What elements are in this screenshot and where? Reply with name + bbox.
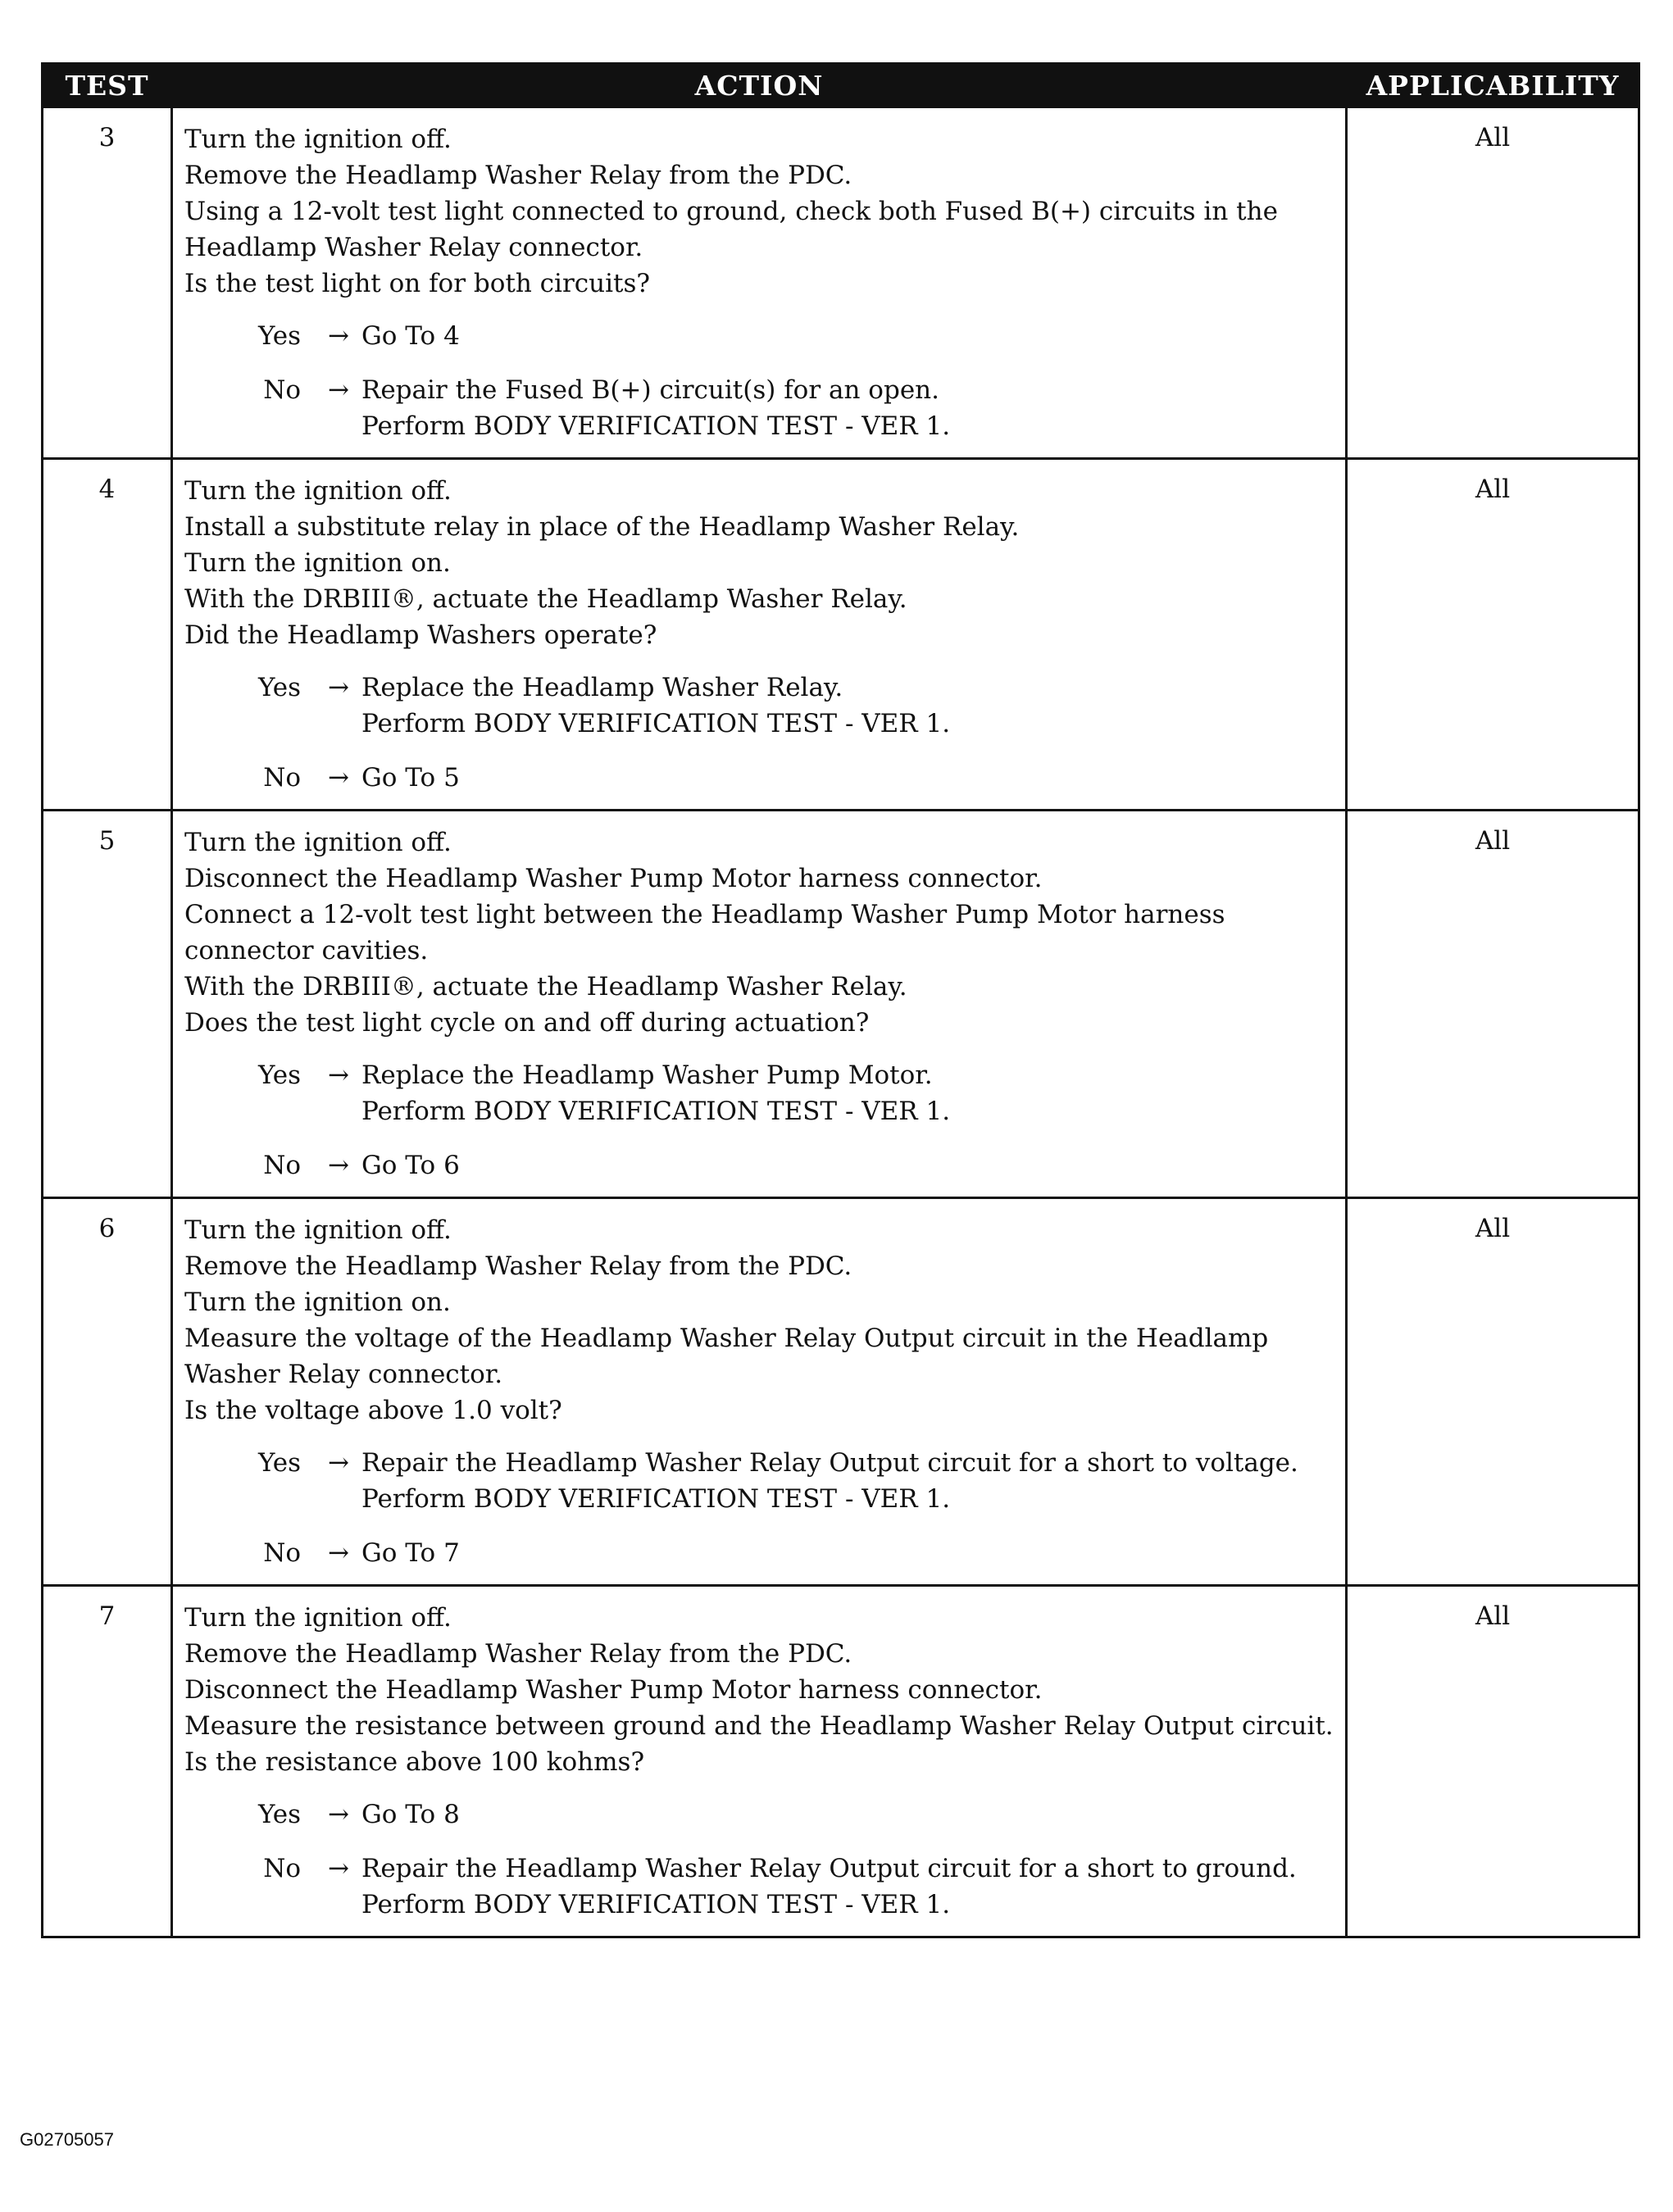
action-step: Turn the ignition off. xyxy=(184,828,452,857)
arrow-right-icon: → xyxy=(328,763,349,793)
header-applicability: APPLICABILITY xyxy=(1347,64,1639,107)
figure-id: G02705057 xyxy=(20,2129,114,2150)
action-step: Using a 12-volt test light connected to ground, check both Fused B(+) circuits in the Headlamp Washer Relay connector. xyxy=(184,197,1278,262)
table-header-row xyxy=(43,64,1639,107)
outcome-line: Repair the Headlamp Washer Relay Output circuit for a short to ground. xyxy=(361,1854,1297,1883)
action-step: Turn the ignition on. xyxy=(184,1288,451,1317)
action-cell xyxy=(172,459,1347,811)
action-step: Does the test light cycle on and off during actuation? xyxy=(184,1008,870,1038)
outcome-text xyxy=(361,1147,1335,1183)
arrow-right-icon: → xyxy=(328,1538,349,1568)
outcome-line: Go To 7 xyxy=(361,1538,460,1568)
action-step: Disconnect the Headlamp Washer Pump Motor harness connector. xyxy=(184,864,1043,893)
outcome-yes xyxy=(184,318,1335,354)
action-cell xyxy=(172,107,1347,459)
outcome-list xyxy=(184,670,1335,796)
action-cell xyxy=(172,1586,1347,1937)
action-steps xyxy=(184,121,1335,302)
outcome-no xyxy=(184,1147,1335,1183)
outcome-result: No xyxy=(263,763,301,793)
action-step: Turn the ignition off. xyxy=(184,125,452,154)
applicability-cell: All xyxy=(1347,107,1639,459)
arrow-right-icon: → xyxy=(328,321,349,351)
test-number: 3 xyxy=(43,107,172,459)
arrow-right-icon: → xyxy=(328,673,349,702)
table-row xyxy=(43,1586,1639,1937)
arrow-right-icon: → xyxy=(328,1800,349,1829)
outcome-line: Go To 6 xyxy=(361,1151,460,1180)
action-step: With the DRBIII®, actuate the Headlamp Washer Relay. xyxy=(184,584,907,614)
outcome-no xyxy=(184,1535,1335,1571)
action-step: Remove the Headlamp Washer Relay from the PDC. xyxy=(184,161,852,190)
applicability-cell: All xyxy=(1347,1586,1639,1937)
outcome-list xyxy=(184,318,1335,444)
outcome-line: Perform BODY VERIFICATION TEST - VER 1. xyxy=(361,1097,951,1126)
action-step: Is the test light on for both circuits? xyxy=(184,269,651,298)
outcome-line: Go To 4 xyxy=(361,321,460,351)
action-steps xyxy=(184,473,1335,653)
action-step: Connect a 12-volt test light between the Headlamp Washer Pump Motor harness connector cavities. xyxy=(184,900,1225,965)
action-steps xyxy=(184,824,1335,1041)
outcome-result: Yes xyxy=(257,321,301,351)
outcome-text xyxy=(361,372,1335,444)
action-cell xyxy=(172,811,1347,1198)
action-step: Did the Headlamp Washers operate? xyxy=(184,620,657,650)
action-step: Disconnect the Headlamp Washer Pump Motor harness connector. xyxy=(184,1675,1043,1705)
applicability-cell: All xyxy=(1347,811,1639,1198)
outcome-result: No xyxy=(263,1538,301,1568)
outcome-yes xyxy=(184,1057,1335,1129)
outcome-line: Perform BODY VERIFICATION TEST - VER 1. xyxy=(361,1484,951,1514)
table-row xyxy=(43,1198,1639,1586)
outcome-result: No xyxy=(263,1854,301,1883)
action-cell xyxy=(172,1198,1347,1586)
outcome-no xyxy=(184,1851,1335,1923)
outcome-yes xyxy=(184,1796,1335,1833)
outcome-text xyxy=(361,318,1335,354)
action-step: Turn the ignition off. xyxy=(184,1603,452,1633)
outcome-yes xyxy=(184,1445,1335,1517)
outcome-line: Replace the Headlamp Washer Relay. xyxy=(361,673,843,702)
table-row xyxy=(43,811,1639,1198)
action-step: Turn the ignition off. xyxy=(184,476,452,506)
action-step: With the DRBIII®, actuate the Headlamp Washer Relay. xyxy=(184,972,907,1002)
table-row xyxy=(43,107,1639,459)
outcome-text xyxy=(361,1796,1335,1833)
outcome-list xyxy=(184,1445,1335,1571)
arrow-right-icon: → xyxy=(328,1061,349,1090)
action-step: Turn the ignition off. xyxy=(184,1215,452,1245)
outcome-text xyxy=(361,670,1335,742)
outcome-line: Replace the Headlamp Washer Pump Motor. xyxy=(361,1061,933,1090)
outcome-no xyxy=(184,760,1335,796)
outcome-line: Repair the Fused B(+) circuit(s) for an open. xyxy=(361,375,939,405)
applicability-cell: All xyxy=(1347,1198,1639,1586)
header-action: ACTION xyxy=(172,64,1347,107)
outcome-line: Go To 8 xyxy=(361,1800,460,1829)
test-number: 6 xyxy=(43,1198,172,1586)
outcome-text xyxy=(361,1057,1335,1129)
arrow-right-icon: → xyxy=(328,375,349,405)
outcome-text xyxy=(361,1445,1335,1517)
outcome-no xyxy=(184,372,1335,444)
action-step: Remove the Headlamp Washer Relay from the PDC. xyxy=(184,1639,852,1669)
action-step: Remove the Headlamp Washer Relay from the PDC. xyxy=(184,1251,852,1281)
arrow-right-icon: → xyxy=(328,1151,349,1180)
outcome-text xyxy=(361,1535,1335,1571)
table-row xyxy=(43,459,1639,811)
outcome-result: No xyxy=(263,1151,301,1180)
action-step: Measure the resistance between ground and the Headlamp Washer Relay Output circuit. xyxy=(184,1711,1334,1741)
action-steps xyxy=(184,1212,1335,1428)
action-step: Install a substitute relay in place of the Headlamp Washer Relay. xyxy=(184,512,1020,542)
test-number: 5 xyxy=(43,811,172,1198)
outcome-result: Yes xyxy=(257,1800,301,1829)
test-number: 7 xyxy=(43,1586,172,1937)
outcome-line: Perform BODY VERIFICATION TEST - VER 1. xyxy=(361,1890,951,1919)
outcome-line: Perform BODY VERIFICATION TEST - VER 1. xyxy=(361,709,951,738)
outcome-line: Go To 5 xyxy=(361,763,460,793)
outcome-result: Yes xyxy=(257,1448,301,1478)
outcome-text xyxy=(361,1851,1335,1923)
outcome-line: Perform BODY VERIFICATION TEST - VER 1. xyxy=(361,411,951,441)
header-test: TEST xyxy=(43,64,172,107)
outcome-text xyxy=(361,760,1335,796)
action-step: Turn the ignition on. xyxy=(184,548,451,578)
outcome-result: No xyxy=(263,375,301,405)
applicability-cell: All xyxy=(1347,459,1639,811)
outcome-line: Repair the Headlamp Washer Relay Output circuit for a short to voltage. xyxy=(361,1448,1298,1478)
outcome-result: Yes xyxy=(257,673,301,702)
action-step: Is the voltage above 1.0 volt? xyxy=(184,1396,562,1425)
outcome-list xyxy=(184,1796,1335,1923)
action-step: Measure the voltage of the Headlamp Washer Relay Output circuit in the Headlamp Washer Relay connector. xyxy=(184,1324,1269,1389)
test-number: 4 xyxy=(43,459,172,811)
arrow-right-icon: → xyxy=(328,1854,349,1883)
outcome-yes xyxy=(184,670,1335,742)
outcome-result: Yes xyxy=(257,1061,301,1090)
table-body xyxy=(43,107,1639,1937)
action-steps xyxy=(184,1600,1335,1780)
outcome-list xyxy=(184,1057,1335,1183)
diagnostic-test-table xyxy=(41,62,1640,1938)
action-step: Is the resistance above 100 kohms? xyxy=(184,1747,645,1777)
arrow-right-icon: → xyxy=(328,1448,349,1478)
